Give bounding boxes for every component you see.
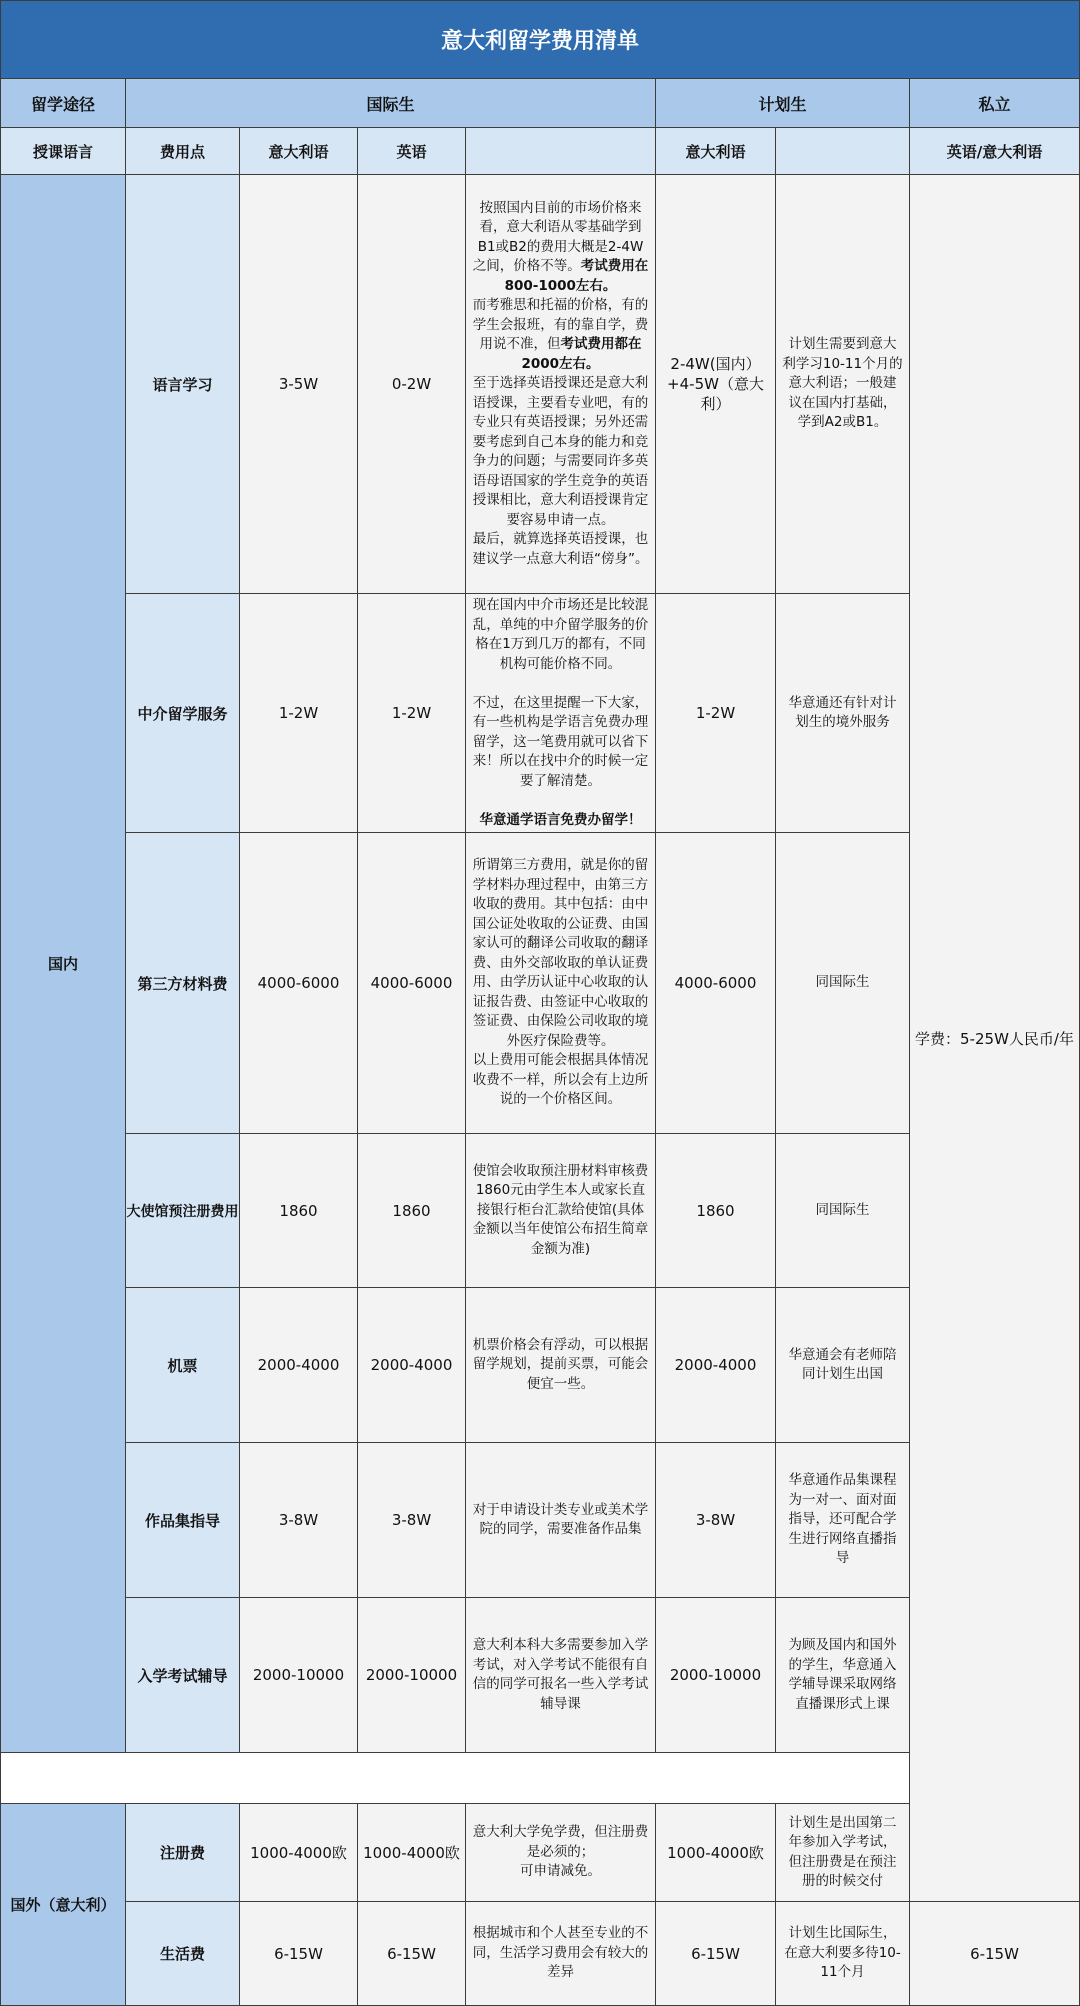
header-private-language <box>910 128 1080 175</box>
header-private-text: 私立 <box>978 94 1011 114</box>
row-2-italian-cell <box>240 833 358 1134</box>
row-5-planned-note-cell <box>776 1443 910 1598</box>
header-planned-note-blank <box>776 128 910 175</box>
row-7-english-cell <box>358 1804 466 1902</box>
table-title <box>0 0 1080 79</box>
row-6-english-cell <box>358 1598 466 1753</box>
row-5-italian-cell <box>240 1443 358 1598</box>
row-0-planned-note-text: 计划生需要到意大利学习10-11个月的意大利语；一般建议在国内打基础，学到A2或B1。 <box>782 336 903 431</box>
row-6-planned-note-text: 为顾及国内和国外的学生，华意通入学辅导课采取网络直播课形式上课 <box>788 1637 897 1712</box>
row-0-planned-text: 2-4W(国内）+4-5W（意大利） <box>667 355 764 413</box>
row-1-note-part-0: 现在国内中介市场还是比较混乱，单纯的中介留学服务的价格在1万到几万的都有，不同机构可能价格不同。 不过，在这里提醒一下大家，有一些机构是学语言免费办理留学，这一笔费用就可以省下来！所以在找中介的时候一定要了解清楚。 <box>472 597 649 789</box>
row-1-italian-cell <box>240 594 358 833</box>
row-5-planned-note-text: 华意通作品集课程为一对一、面对面指导，还可配合学生进行网络直播指导 <box>788 1472 897 1567</box>
abroad-label-text: 国外（意大利） <box>10 1896 116 1914</box>
row-0-english-cell <box>358 175 466 594</box>
section-spacer <box>0 1753 910 1804</box>
row-2-note-cell <box>466 833 656 1134</box>
row-2-english-text: 4000-6000 <box>370 974 453 992</box>
header-international <box>126 79 656 128</box>
row-3-planned-note-cell <box>776 1134 910 1288</box>
row-4-note-text <box>471 1336 650 1395</box>
row-4-planned-cell <box>656 1288 776 1443</box>
row-3-note-text <box>471 1162 650 1260</box>
row-1-note-cell <box>466 594 656 833</box>
row-2-planned-note-text: 同国际生 <box>815 974 870 991</box>
row-5-english-text: 3-8W <box>391 1511 432 1529</box>
row-6-note-cell <box>466 1598 656 1753</box>
row-8-note-part-0: 根据城市和个人甚至专业的不同，生活学习费用会有较大的差异 <box>472 1925 649 1981</box>
row-3-planned-text: 1860 <box>696 1201 735 1220</box>
row-0-name-text: 语言学习 <box>152 375 213 394</box>
row-5-italian-text: 3-8W <box>278 1511 319 1529</box>
header-teaching-language <box>0 128 126 175</box>
domestic-label-text: 国内 <box>47 955 78 973</box>
header-fee-item <box>126 128 240 175</box>
row-5-planned-text: 3-8W <box>695 1511 736 1529</box>
row-0-planned-note-cell <box>776 175 910 594</box>
row-7-planned-note-cell <box>776 1804 910 1902</box>
header-study-path <box>0 79 126 128</box>
row-6-italian-text: 2000-10000 <box>252 1666 345 1684</box>
row-2-english-cell <box>358 833 466 1134</box>
row-5-english-cell <box>358 1443 466 1598</box>
row-1-italian-text: 1-2W <box>278 704 319 722</box>
row-3-planned-cell <box>656 1134 776 1288</box>
header-private-language-text: 英语/意大利语 <box>946 142 1043 161</box>
row-4-planned-note-cell <box>776 1288 910 1443</box>
row-4-italian-text: 2000-4000 <box>257 1356 340 1374</box>
row-0-note-part-1: 考试费用在800-1000左右。 <box>504 258 649 294</box>
row-7-english-text: 1000-4000欧 <box>363 1844 460 1862</box>
abroad-label <box>0 1804 126 2006</box>
row-6-planned-text: 2000-10000 <box>669 1666 762 1684</box>
row-5-note-text <box>471 1501 650 1540</box>
row-6-planned-note-cell <box>776 1598 910 1753</box>
row-1-planned-note-text: 华意通还有针对计划生的境外服务 <box>788 694 897 730</box>
row-4-italian-cell <box>240 1288 358 1443</box>
row-7-name-cell <box>126 1804 240 1902</box>
header-planned <box>656 79 910 128</box>
row-5-name-text: 作品集指导 <box>144 1511 220 1530</box>
header-planned-italian-text: 意大利语 <box>685 142 746 161</box>
row-7-name-text: 注册费 <box>159 1844 205 1862</box>
row-7-planned-cell <box>656 1804 776 1902</box>
row-6-name-text: 入学考试辅导 <box>137 1666 228 1685</box>
row-2-italian-text: 4000-6000 <box>257 974 340 992</box>
private-abroad-living <box>910 1902 1080 2006</box>
row-6-note-part-0: 意大利本科大多需要参加入学考试，对入学考试不能很有自信的同学可报名一些入学考试辅导课 <box>472 1637 649 1712</box>
header-private <box>910 79 1080 128</box>
table-title-text: 意大利留学费用清单 <box>440 29 639 54</box>
row-1-note-text <box>471 596 650 830</box>
row-8-name-text: 生活费 <box>159 1945 205 1963</box>
row-8-note-cell <box>466 1902 656 2006</box>
row-1-english-text: 1-2W <box>391 704 432 722</box>
row-1-planned-cell <box>656 594 776 833</box>
row-0-note-text <box>471 199 650 570</box>
row-6-note-text <box>471 1636 650 1714</box>
row-5-planned-cell <box>656 1443 776 1598</box>
row-2-planned-cell <box>656 833 776 1134</box>
row-3-english-cell <box>358 1134 466 1288</box>
row-4-english-cell <box>358 1288 466 1443</box>
row-0-italian-text: 3-5W <box>278 375 319 393</box>
header-fee-item-text: 费用点 <box>159 142 205 161</box>
row-8-note-text <box>471 1924 650 1983</box>
row-2-name-text: 第三方材料费 <box>137 974 228 993</box>
row-2-planned-note-cell <box>776 833 910 1134</box>
row-6-english-text: 2000-10000 <box>365 1666 458 1684</box>
row-7-planned-text: 1000-4000欧 <box>667 1843 764 1862</box>
row-8-planned-note-cell <box>776 1902 910 2006</box>
row-1-planned-note-cell <box>776 594 910 833</box>
header-international-text: 国际生 <box>366 94 415 114</box>
row-8-english-text: 6-15W <box>387 1944 436 1963</box>
row-8-name-cell <box>126 1902 240 2006</box>
private-domestic-tuition-text: 学费：5-25W人民币/年 <box>915 1029 1074 1048</box>
header-english-text: 英语 <box>396 142 427 161</box>
row-6-planned-cell <box>656 1598 776 1753</box>
row-7-italian-text: 1000-4000欧 <box>250 1844 347 1862</box>
row-4-english-text: 2000-4000 <box>370 1356 453 1374</box>
row-1-english-cell <box>358 594 466 833</box>
row-1-name-text: 中介留学服务 <box>137 704 228 723</box>
row-2-note-part-0: 所谓第三方费用，就是你的留学材料办理过程中，由第三方收取的费用。其中包括：由中国公证处收取的公证费、由国家认可的翻译公司收取的翻译费、由外交部收取的单认证费用、由学历认证中心收取的认证报告费、由签证中心收取的签证费、由保险公司收取的境外医疗保险费等。 以上费用可能会根据具体情况收费不一样，所以会有上边所说的一个价格区间。 <box>472 857 649 1108</box>
header-planned-text: 计划生 <box>758 94 807 114</box>
row-8-planned-cell <box>656 1902 776 2006</box>
row-8-italian-cell <box>240 1902 358 2006</box>
row-4-planned-text: 2000-4000 <box>674 1356 757 1374</box>
row-3-name-cell <box>126 1134 240 1288</box>
header-study-path-text: 留学途径 <box>30 94 95 114</box>
header-teaching-language-text: 授课语言 <box>32 142 93 161</box>
row-8-planned-note-text: 计划生比国际生，在意大利要多待10-11个月 <box>784 1925 901 1981</box>
row-3-name-text: 大使馆预注册费用 <box>126 1203 239 1220</box>
row-8-planned-text: 6-15W <box>691 1944 740 1963</box>
row-7-note-cell <box>466 1804 656 1902</box>
row-4-note-cell <box>466 1288 656 1443</box>
row-0-note-cell <box>466 175 656 594</box>
row-5-note-part-0: 对于申请设计类专业或美术学院的同学，需要准备作品集 <box>472 1501 649 1537</box>
row-3-planned-note-text: 同国际生 <box>815 1201 870 1218</box>
row-1-name-cell <box>126 594 240 833</box>
row-3-note-cell <box>466 1134 656 1288</box>
row-5-name-cell <box>126 1443 240 1598</box>
header-italian-text: 意大利语 <box>268 142 329 161</box>
row-8-english-cell <box>358 1902 466 2006</box>
row-7-planned-note-text: 计划生是出国第二年参加入学考试，但注册费是在预注册的时候交付 <box>788 1814 897 1889</box>
row-4-planned-note-text: 华意通会有老师陪同计划生出国 <box>788 1346 897 1382</box>
row-6-italian-cell <box>240 1598 358 1753</box>
private-domestic-tuition <box>910 175 1080 1902</box>
private-abroad-living-text: 6-15W <box>970 1944 1019 1963</box>
row-0-note-part-3: 考试费用都在2000左右。 <box>521 336 642 372</box>
row-3-italian-cell <box>240 1134 358 1288</box>
row-4-note-part-0: 机票价格会有浮动，可以根据留学规划，提前买票，可能会便宜一些。 <box>472 1336 649 1392</box>
row-0-english-text: 0-2W <box>391 375 432 393</box>
row-3-italian-text: 1860 <box>279 1201 318 1220</box>
row-8-italian-text: 6-15W <box>274 1944 323 1963</box>
row-0-italian-cell <box>240 175 358 594</box>
header-planned-italian <box>656 128 776 175</box>
row-7-note-part-0: 意大利大学免学费，但注册费是必须的； 可申请减免。 <box>472 1824 649 1880</box>
row-7-italian-cell <box>240 1804 358 1902</box>
header-italian <box>240 128 358 175</box>
row-0-note-part-2: 而考雅思和托福的价格，有的学生会报班，有的靠自学，费用说不准，但 <box>472 297 649 353</box>
row-4-name-cell <box>126 1288 240 1443</box>
row-1-note-part-1: 华意通学语言免费办留学！ <box>479 811 642 828</box>
domestic-label <box>0 175 126 1753</box>
row-3-note-part-0: 使馆会收取预注册材料审核费1860元由学生本人或家长直接银行柜台汇款给使馆(具体金额以当年使馆公布招生简章金额为准) <box>472 1162 649 1257</box>
row-2-note-text <box>471 856 650 1110</box>
row-4-name-text: 机票 <box>167 1356 198 1375</box>
row-2-planned-text: 4000-6000 <box>674 974 757 992</box>
row-2-name-cell <box>126 833 240 1134</box>
header-note-blank <box>466 128 656 175</box>
row-0-note-part-0: 按照国内目前的市场价格来看，意大利语从零基础学到B1或B2的费用大概是2-4W之间，价格不等。 <box>472 199 644 275</box>
row-5-note-cell <box>466 1443 656 1598</box>
row-1-planned-text: 1-2W <box>695 704 736 722</box>
row-0-note-part-4: 至于选择英语授课还是意大利语授课，主要看专业吧，有的专业只有英语授课；另外还需要考虑到自己本身的能力和竞争力的问题；与需要同许多英语母语国家的学生竞争的英语授课相比，意大利语授课肯定要容易申请一点。 最后，就算选择英语授课，也建议学一点意大利语“傍身”。 <box>472 375 649 567</box>
row-3-english-text: 1860 <box>392 1201 431 1220</box>
row-7-note-text <box>471 1823 650 1882</box>
row-6-name-cell <box>126 1598 240 1753</box>
row-0-planned-cell <box>656 175 776 594</box>
row-0-name-cell <box>126 175 240 594</box>
header-english <box>358 128 466 175</box>
